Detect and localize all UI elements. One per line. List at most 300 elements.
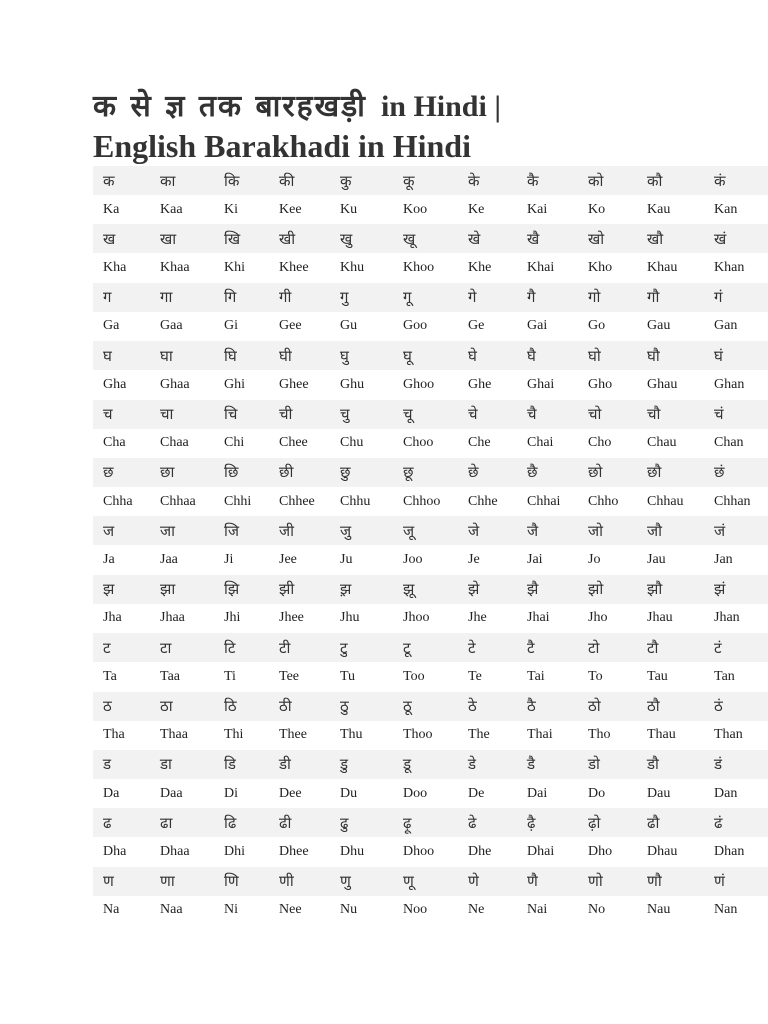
hindi-syllable-cell: जी	[269, 516, 330, 545]
hindi-syllable-cell: ड	[93, 750, 150, 779]
hindi-syllable-cell: खै	[517, 224, 578, 253]
hindi-syllable-cell: डी	[269, 750, 330, 779]
latin-syllable-cell: Too	[403, 668, 425, 684]
hindi-syllable-cell: ढि	[214, 808, 269, 837]
latin-syllable-cell: Du	[340, 785, 358, 801]
latin-syllable-cell: Gau	[647, 318, 671, 334]
latin-syllable-cell: Kau	[647, 201, 671, 217]
hindi-syllable-cell: चु	[330, 400, 393, 429]
hindi-syllable-cell: गौ	[637, 283, 704, 312]
hindi-syllable-cell: छे	[458, 458, 517, 487]
latin-syllable-cell: Gai	[527, 318, 548, 334]
latin-syllable-cell: Dhau	[647, 843, 678, 859]
hindi-syllable-cell: ढ	[93, 808, 150, 837]
hindi-syllable-row	[93, 166, 768, 195]
hindi-syllable-cell: छो	[578, 458, 637, 487]
hindi-syllable-cell: खो	[578, 224, 637, 253]
latin-syllable-cell: Dhoo	[403, 843, 435, 859]
hindi-syllable-cell: घि	[214, 341, 269, 370]
latin-syllable-cell: Ghe	[468, 376, 492, 392]
latin-syllable-cell: Ki	[224, 201, 238, 217]
latin-syllable-cell: Jhai	[527, 610, 550, 626]
hindi-syllable-cell: ण	[93, 867, 150, 896]
title-english-tail: in Hindi |	[380, 90, 501, 123]
latin-syllable-cell: Do	[588, 785, 606, 801]
hindi-syllable-cell: चं	[704, 400, 768, 429]
latin-syllable-cell: Chi	[224, 435, 245, 451]
latin-syllable-cell: Chhu	[340, 493, 371, 509]
latin-syllable-cell: Than	[714, 727, 743, 743]
latin-syllable-cell: Noo	[403, 902, 428, 918]
hindi-syllable-cell: घं	[704, 341, 768, 370]
latin-syllable-cell: Kaa	[160, 201, 183, 217]
latin-syllable-cell: The	[468, 727, 490, 743]
latin-syllable-row	[93, 487, 768, 516]
hindi-syllable-cell: झ़	[330, 575, 393, 604]
hindi-syllable-row	[93, 341, 768, 370]
hindi-syllable-cell: चे	[458, 400, 517, 429]
latin-syllable-cell: Joo	[403, 552, 423, 568]
latin-syllable-cell: Thau	[647, 727, 676, 743]
latin-syllable-cell: Dhee	[279, 843, 309, 859]
hindi-syllable-cell: गै	[517, 283, 578, 312]
latin-syllable-cell: Ge	[468, 318, 485, 334]
latin-syllable-cell: Te	[468, 668, 482, 684]
hindi-syllable-cell: जे	[458, 516, 517, 545]
latin-syllable-cell: Jai	[527, 552, 543, 568]
latin-syllable-cell: Ke	[468, 201, 485, 217]
hindi-syllable-cell: च	[93, 400, 150, 429]
latin-syllable-cell: Je	[468, 552, 480, 568]
hindi-syllable-cell: ठो	[578, 692, 637, 721]
title-line-2: English Barakhadi in Hindi	[93, 128, 471, 164]
latin-syllable-cell: Gha	[103, 376, 127, 392]
latin-syllable-cell: Kha	[103, 260, 127, 276]
latin-syllable-cell: Chhai	[527, 493, 561, 509]
hindi-syllable-cell: छा	[150, 458, 214, 487]
latin-syllable-cell: Dai	[527, 785, 548, 801]
latin-syllable-row	[93, 429, 768, 458]
latin-syllable-cell: Nee	[279, 902, 302, 918]
latin-syllable-cell: Cho	[588, 435, 612, 451]
hindi-syllable-row	[93, 692, 768, 721]
hindi-syllable-row	[93, 516, 768, 545]
hindi-syllable-cell: कं	[704, 166, 768, 195]
latin-syllable-cell: Nai	[527, 902, 548, 918]
hindi-syllable-cell: छौ	[637, 458, 704, 487]
hindi-syllable-cell: गं	[704, 283, 768, 312]
hindi-syllable-cell: जा	[150, 516, 214, 545]
latin-syllable-cell: Naa	[160, 902, 183, 918]
hindi-syllable-cell: कै	[517, 166, 578, 195]
hindi-syllable-cell: घे	[458, 341, 517, 370]
hindi-syllable-cell: टु	[330, 633, 393, 662]
latin-syllable-cell: Tha	[103, 727, 125, 743]
latin-syllable-row	[93, 370, 768, 399]
hindi-syllable-cell: टा	[150, 633, 214, 662]
hindi-syllable-cell: टौ	[637, 633, 704, 662]
latin-syllable-row	[93, 545, 768, 574]
hindi-syllable-cell: झी	[269, 575, 330, 604]
hindi-syllable-cell: झौ	[637, 575, 704, 604]
latin-syllable-cell: Khai	[527, 260, 555, 276]
latin-syllable-cell: Chu	[340, 435, 364, 451]
latin-syllable-cell: Jhe	[468, 610, 487, 626]
hindi-syllable-cell: टै	[517, 633, 578, 662]
latin-syllable-cell: Gi	[224, 318, 238, 334]
latin-syllable-cell: Khu	[340, 260, 365, 276]
hindi-syllable-cell: छं	[704, 458, 768, 487]
hindi-syllable-cell: के	[458, 166, 517, 195]
hindi-syllable-cell: घा	[150, 341, 214, 370]
hindi-syllable-cell: झ	[93, 575, 150, 604]
latin-syllable-cell: Khi	[224, 260, 245, 276]
latin-syllable-cell: Ghoo	[403, 376, 435, 392]
latin-syllable-cell: Thai	[527, 727, 553, 743]
latin-syllable-cell: Chau	[647, 435, 677, 451]
hindi-syllable-cell: ढु	[330, 808, 393, 837]
hindi-syllable-cell: टी	[269, 633, 330, 662]
latin-syllable-cell: Khoo	[403, 260, 435, 276]
hindi-syllable-cell: का	[150, 166, 214, 195]
hindi-syllable-cell: णी	[269, 867, 330, 896]
hindi-syllable-cell: खे	[458, 224, 517, 253]
hindi-syllable-cell: ढे	[458, 808, 517, 837]
latin-syllable-cell: Jan	[714, 552, 733, 568]
latin-syllable-cell: Ghaa	[160, 376, 190, 392]
latin-syllable-cell: Tee	[279, 668, 300, 684]
latin-syllable-row	[93, 721, 768, 750]
barakhadi-table	[93, 166, 768, 925]
latin-syllable-cell: Thi	[224, 727, 244, 743]
latin-syllable-cell: Kai	[527, 201, 548, 217]
latin-syllable-cell: Khee	[279, 260, 309, 276]
latin-syllable-cell: Gu	[340, 318, 358, 334]
latin-syllable-cell: Nau	[647, 902, 671, 918]
hindi-syllable-cell: डै	[517, 750, 578, 779]
hindi-syllable-cell: ढ़ै	[517, 808, 578, 837]
hindi-syllable-cell: चै	[517, 400, 578, 429]
hindi-syllable-cell: चौ	[637, 400, 704, 429]
latin-syllable-cell: Tho	[588, 727, 611, 743]
latin-syllable-cell: Na	[103, 902, 120, 918]
hindi-syllable-row	[93, 808, 768, 837]
latin-syllable-cell: Dhi	[224, 843, 245, 859]
hindi-syllable-cell: खौ	[637, 224, 704, 253]
hindi-syllable-cell: टे	[458, 633, 517, 662]
latin-syllable-cell: Khe	[468, 260, 492, 276]
hindi-syllable-cell: गे	[458, 283, 517, 312]
hindi-syllable-cell: खू	[393, 224, 458, 253]
hindi-syllable-cell: जू	[393, 516, 458, 545]
latin-syllable-cell: Doo	[403, 785, 428, 801]
hindi-syllable-cell: णं	[704, 867, 768, 896]
latin-syllable-cell: Chai	[527, 435, 554, 451]
hindi-syllable-cell: ठौ	[637, 692, 704, 721]
latin-syllable-cell: Ku	[340, 201, 358, 217]
latin-syllable-cell: Gan	[714, 318, 738, 334]
hindi-syllable-cell: कौ	[637, 166, 704, 195]
latin-syllable-cell: Kho	[588, 260, 613, 276]
latin-syllable-cell: Choo	[403, 435, 434, 451]
title-hindi: क से ज्ञ तक बारहखड़ी	[93, 89, 367, 124]
hindi-syllable-cell: क	[93, 166, 150, 195]
latin-syllable-cell: Go	[588, 318, 606, 334]
latin-syllable-cell: Dhe	[468, 843, 492, 859]
hindi-syllable-cell: छ	[93, 458, 150, 487]
latin-syllable-cell: Chhan	[714, 493, 751, 509]
latin-syllable-cell: Tau	[647, 668, 668, 684]
latin-syllable-cell: Tu	[340, 668, 356, 684]
hindi-syllable-cell: ठ	[93, 692, 150, 721]
hindi-syllable-cell: खि	[214, 224, 269, 253]
latin-syllable-cell: Dhu	[340, 843, 365, 859]
hindi-syllable-cell: जौ	[637, 516, 704, 545]
latin-syllable-cell: Chhi	[224, 493, 252, 509]
latin-syllable-cell: Dan	[714, 785, 738, 801]
latin-syllable-cell: Jo	[588, 552, 601, 568]
latin-syllable-row	[93, 662, 768, 691]
hindi-syllable-cell: गो	[578, 283, 637, 312]
hindi-syllable-cell: डौ	[637, 750, 704, 779]
latin-syllable-cell: Dho	[588, 843, 613, 859]
hindi-syllable-cell: ठे	[458, 692, 517, 721]
hindi-syllable-cell: णौ	[637, 867, 704, 896]
hindi-syllable-cell: णो	[578, 867, 637, 896]
latin-syllable-cell: Dhan	[714, 843, 745, 859]
latin-syllable-row	[93, 312, 768, 341]
hindi-syllable-cell: डि	[214, 750, 269, 779]
latin-syllable-cell: Chhoo	[403, 493, 441, 509]
latin-syllable-cell: Nan	[714, 902, 738, 918]
latin-syllable-cell: Ghee	[279, 376, 309, 392]
latin-syllable-cell: Ka	[103, 201, 120, 217]
hindi-syllable-cell: ठै	[517, 692, 578, 721]
latin-syllable-cell: Di	[224, 785, 238, 801]
hindi-syllable-cell: णु	[330, 867, 393, 896]
latin-syllable-cell: Dhaa	[160, 843, 190, 859]
hindi-syllable-cell: ढी	[269, 808, 330, 837]
latin-syllable-cell: Ju	[340, 552, 353, 568]
hindi-syllable-cell: डु	[330, 750, 393, 779]
latin-syllable-cell: Khan	[714, 260, 745, 276]
hindi-syllable-cell: गी	[269, 283, 330, 312]
latin-syllable-cell: Jee	[279, 552, 297, 568]
hindi-syllable-cell: झं	[704, 575, 768, 604]
latin-syllable-cell: Chee	[279, 435, 308, 451]
latin-syllable-cell: Jhan	[714, 610, 740, 626]
latin-syllable-cell: Dau	[647, 785, 671, 801]
latin-syllable-cell: Jhau	[647, 610, 673, 626]
latin-syllable-cell: Kan	[714, 201, 738, 217]
hindi-syllable-cell: गि	[214, 283, 269, 312]
hindi-syllable-cell: ढा	[150, 808, 214, 837]
hindi-syllable-cell: जि	[214, 516, 269, 545]
latin-syllable-cell: Jha	[103, 610, 122, 626]
latin-syllable-cell: Ga	[103, 318, 120, 334]
latin-syllable-cell: Jho	[588, 610, 608, 626]
hindi-syllable-row	[93, 400, 768, 429]
hindi-syllable-cell: छी	[269, 458, 330, 487]
hindi-syllable-cell: छै	[517, 458, 578, 487]
hindi-syllable-cell: डं	[704, 750, 768, 779]
hindi-syllable-row	[93, 283, 768, 312]
hindi-syllable-cell: घौ	[637, 341, 704, 370]
hindi-syllable-cell: की	[269, 166, 330, 195]
hindi-syllable-cell: टं	[704, 633, 768, 662]
latin-syllable-cell: Nu	[340, 902, 358, 918]
latin-syllable-cell: Ti	[224, 668, 236, 684]
latin-syllable-cell: Goo	[403, 318, 428, 334]
latin-syllable-cell: Ghau	[647, 376, 678, 392]
hindi-syllable-row	[93, 458, 768, 487]
hindi-syllable-cell: णै	[517, 867, 578, 896]
hindi-syllable-cell: झू	[393, 575, 458, 604]
hindi-syllable-cell: कू	[393, 166, 458, 195]
latin-syllable-cell: Ghai	[527, 376, 555, 392]
hindi-syllable-cell: घो	[578, 341, 637, 370]
hindi-syllable-cell: चा	[150, 400, 214, 429]
hindi-syllable-row	[93, 224, 768, 253]
latin-syllable-cell: Cha	[103, 435, 126, 451]
hindi-syllable-cell: टू	[393, 633, 458, 662]
latin-syllable-cell: Chhau	[647, 493, 684, 509]
hindi-syllable-cell: घै	[517, 341, 578, 370]
hindi-syllable-cell: घु	[330, 341, 393, 370]
hindi-syllable-cell: टि	[214, 633, 269, 662]
hindi-syllable-cell: छु	[330, 458, 393, 487]
hindi-syllable-cell: झि	[214, 575, 269, 604]
latin-syllable-cell: Jau	[647, 552, 666, 568]
hindi-syllable-cell: खं	[704, 224, 768, 253]
latin-syllable-cell: Ko	[588, 201, 606, 217]
latin-syllable-row	[93, 604, 768, 633]
hindi-syllable-cell: झै	[517, 575, 578, 604]
latin-syllable-cell: Khaa	[160, 260, 190, 276]
hindi-syllable-cell: ज	[93, 516, 150, 545]
latin-syllable-cell: Kee	[279, 201, 302, 217]
latin-syllable-cell: Chaa	[160, 435, 189, 451]
hindi-syllable-cell: घ	[93, 341, 150, 370]
latin-syllable-cell: Taa	[160, 668, 181, 684]
latin-syllable-cell: Gee	[279, 318, 302, 334]
hindi-syllable-cell: ट	[93, 633, 150, 662]
hindi-syllable-cell: खु	[330, 224, 393, 253]
hindi-syllable-cell: ढौ	[637, 808, 704, 837]
hindi-syllable-cell: ढ़ो	[578, 808, 637, 837]
latin-syllable-cell: Thaa	[160, 727, 188, 743]
latin-syllable-cell: Chhe	[468, 493, 498, 509]
hindi-syllable-cell: डा	[150, 750, 214, 779]
latin-syllable-cell: Ji	[224, 552, 234, 568]
latin-syllable-cell: Jhoo	[403, 610, 430, 626]
latin-syllable-cell: Gho	[588, 376, 613, 392]
hindi-syllable-cell: ग	[93, 283, 150, 312]
hindi-syllable-cell: ढ़ू	[393, 808, 458, 837]
latin-syllable-cell: Ne	[468, 902, 485, 918]
hindi-syllable-cell: को	[578, 166, 637, 195]
hindi-syllable-cell: जो	[578, 516, 637, 545]
latin-syllable-cell: Jhaa	[160, 610, 185, 626]
hindi-syllable-cell: झे	[458, 575, 517, 604]
hindi-syllable-cell: णे	[458, 867, 517, 896]
hindi-syllable-cell: छि	[214, 458, 269, 487]
latin-syllable-cell: Dhai	[527, 843, 555, 859]
hindi-syllable-cell: डे	[458, 750, 517, 779]
hindi-syllable-cell: खा	[150, 224, 214, 253]
latin-syllable-row	[93, 837, 768, 866]
hindi-syllable-cell: ख	[93, 224, 150, 253]
hindi-syllable-cell: जं	[704, 516, 768, 545]
latin-syllable-cell: Ta	[103, 668, 117, 684]
latin-syllable-cell: De	[468, 785, 485, 801]
hindi-syllable-cell: झो	[578, 575, 637, 604]
hindi-syllable-row	[93, 867, 768, 896]
latin-syllable-cell: Dee	[279, 785, 302, 801]
latin-syllable-cell: To	[588, 668, 603, 684]
hindi-syllable-cell: ढं	[704, 808, 768, 837]
hindi-syllable-cell: जु	[330, 516, 393, 545]
hindi-syllable-row	[93, 633, 768, 662]
latin-syllable-cell: Khau	[647, 260, 678, 276]
latin-syllable-cell: Tan	[714, 668, 735, 684]
latin-syllable-cell: Jhu	[340, 610, 360, 626]
latin-syllable-cell: Ghu	[340, 376, 365, 392]
hindi-syllable-cell: णि	[214, 867, 269, 896]
hindi-syllable-cell: चू	[393, 400, 458, 429]
hindi-syllable-cell: ठं	[704, 692, 768, 721]
hindi-syllable-cell: ठा	[150, 692, 214, 721]
latin-syllable-cell: Chan	[714, 435, 744, 451]
latin-syllable-cell: Jhi	[224, 610, 241, 626]
latin-syllable-cell: Thoo	[403, 727, 433, 743]
latin-syllable-cell: Ghi	[224, 376, 245, 392]
latin-syllable-cell: Thu	[340, 727, 363, 743]
latin-syllable-cell: Ghan	[714, 376, 745, 392]
hindi-syllable-cell: खी	[269, 224, 330, 253]
latin-syllable-cell: Ni	[224, 902, 238, 918]
hindi-syllable-cell: गू	[393, 283, 458, 312]
hindi-syllable-cell: झा	[150, 575, 214, 604]
latin-syllable-cell: Chho	[588, 493, 619, 509]
latin-syllable-cell: Chhaa	[160, 493, 196, 509]
hindi-syllable-cell: टो	[578, 633, 637, 662]
hindi-syllable-cell: डू	[393, 750, 458, 779]
page-title	[93, 84, 753, 164]
latin-syllable-row	[93, 253, 768, 282]
hindi-syllable-cell: ची	[269, 400, 330, 429]
latin-syllable-cell: Thee	[279, 727, 307, 743]
hindi-syllable-cell: ठु	[330, 692, 393, 721]
latin-syllable-cell: No	[588, 902, 606, 918]
latin-syllable-cell: Ja	[103, 552, 115, 568]
hindi-syllable-cell: ठी	[269, 692, 330, 721]
hindi-syllable-cell: णा	[150, 867, 214, 896]
latin-syllable-cell: Jhee	[279, 610, 304, 626]
hindi-syllable-cell: डो	[578, 750, 637, 779]
latin-syllable-cell: Jaa	[160, 552, 178, 568]
latin-syllable-cell: Gaa	[160, 318, 183, 334]
hindi-syllable-cell: छू	[393, 458, 458, 487]
hindi-syllable-row	[93, 750, 768, 779]
hindi-syllable-cell: ठू	[393, 692, 458, 721]
latin-syllable-cell: Tai	[527, 668, 545, 684]
hindi-syllable-cell: घी	[269, 341, 330, 370]
latin-syllable-cell: Che	[468, 435, 491, 451]
hindi-syllable-row	[93, 575, 768, 604]
hindi-syllable-cell: घू	[393, 341, 458, 370]
hindi-syllable-cell: कु	[330, 166, 393, 195]
